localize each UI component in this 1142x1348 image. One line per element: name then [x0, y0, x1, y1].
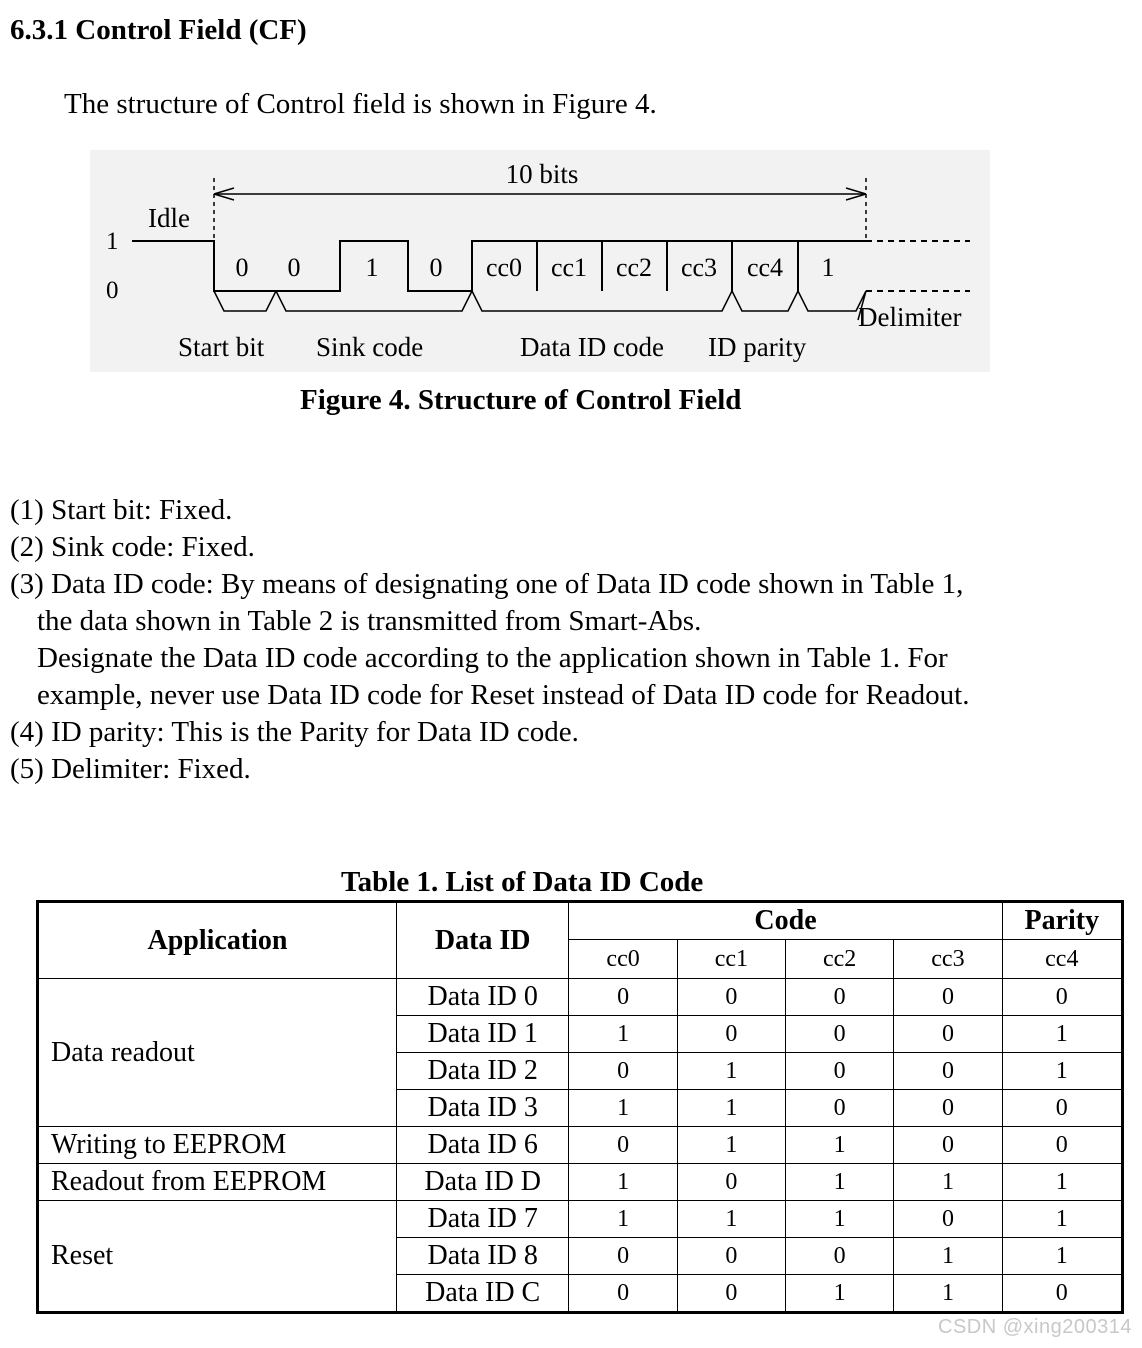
figure-caption: Figure 4. Structure of Control Field [300, 384, 742, 416]
parity-cell: 0 [1002, 1127, 1122, 1164]
level-low-label: 0 [106, 277, 119, 304]
application-cell: Reset [38, 1201, 397, 1313]
bit-2: 1 [365, 253, 379, 282]
bit-cell: 0 [677, 979, 785, 1016]
parity-cell: 0 [1002, 979, 1122, 1016]
list-item-data-id-code-cont: example, never use Data ID code for Reset instead of Data ID code for Readout. [37, 679, 970, 711]
level-high-label: 1 [106, 228, 119, 255]
header-data-id: Data ID [396, 902, 568, 979]
subheader-cc4: cc4 [1002, 940, 1122, 979]
data-id-code-label: Data ID code [520, 332, 664, 362]
width-label: 10 bits [505, 159, 579, 189]
list-item-start-bit: (1) Start bit: Fixed. [10, 494, 233, 526]
bit-cell: 1 [569, 1016, 677, 1053]
bit-cell: 1 [786, 1164, 894, 1201]
bit-cell: 1 [569, 1164, 677, 1201]
bit-cell: 1 [786, 1201, 894, 1238]
application-cell: Readout from EEPROM [38, 1164, 397, 1201]
subheader-cc0: cc0 [569, 940, 677, 979]
bit-8: cc4 [746, 253, 784, 282]
data-id-cell: Data ID 3 [396, 1090, 568, 1127]
bit-cell: 0 [786, 1238, 894, 1275]
list-item-data-id-code: (3) Data ID code: By means of designating one of Data ID code shown in Table 1, [10, 568, 964, 600]
bit-4: cc0 [485, 253, 523, 282]
parity-cell: 1 [1002, 1016, 1122, 1053]
data-id-cell: Data ID 1 [396, 1016, 568, 1053]
bit-7: cc3 [680, 253, 718, 282]
list-item-data-id-code-cont: Designate the Data ID code according to the application shown in Table 1. For [37, 642, 948, 674]
table-row [38, 1127, 1123, 1164]
watermark: CSDN @xing200314 [938, 1316, 1132, 1338]
bit-cell: 1 [677, 1201, 785, 1238]
bit-cell: 1 [894, 1275, 1002, 1313]
data-id-cell: Data ID 8 [396, 1238, 568, 1275]
list-item-sink-code: (2) Sink code: Fixed. [10, 531, 255, 563]
bit-cell: 1 [786, 1275, 894, 1313]
list-item-data-id-code-cont: the data shown in Table 2 is transmitted from Smart-Abs. [37, 605, 702, 637]
intro-text: The structure of Control field is shown in Figure 4. [64, 88, 657, 120]
bit-cell: 0 [569, 979, 677, 1016]
bit-cell: 0 [894, 1090, 1002, 1127]
bit-cell: 0 [569, 1238, 677, 1275]
bit-cell: 0 [894, 1127, 1002, 1164]
idle-label: Idle [148, 203, 190, 233]
parity-cell: 1 [1002, 1053, 1122, 1090]
data-id-cell: Data ID 7 [396, 1201, 568, 1238]
data-id-cell: Data ID D [396, 1164, 568, 1201]
header-application: Application [38, 902, 397, 979]
bit-5: cc1 [550, 253, 588, 282]
parity-cell: 1 [1002, 1201, 1122, 1238]
header-parity: Parity [1002, 902, 1122, 940]
data-id-cell: Data ID 2 [396, 1053, 568, 1090]
subheader-cc2: cc2 [786, 940, 894, 979]
bit-cell: 0 [677, 1016, 785, 1053]
list-item-delimiter: (5) Delimiter: Fixed. [10, 753, 251, 785]
bit-9: 1 [821, 253, 835, 282]
application-cell: Writing to EEPROM [38, 1127, 397, 1164]
header-code: Code [569, 902, 1002, 940]
bit-cell: 1 [677, 1053, 785, 1090]
list-item-id-parity: (4) ID parity: This is the Parity for Data ID code. [10, 716, 579, 748]
subheader-cc3: cc3 [894, 940, 1002, 979]
data-id-cell: Data ID 6 [396, 1127, 568, 1164]
start-bit-label: Start bit [178, 332, 265, 362]
bit-6: cc2 [615, 253, 653, 282]
bit-3: 0 [429, 253, 443, 282]
table-caption: Table 1. List of Data ID Code [341, 866, 704, 898]
section-heading: 6.3.1 Control Field (CF) [10, 14, 307, 46]
table-row [38, 979, 1123, 1016]
parity-cell: 0 [1002, 1090, 1122, 1127]
bit-cell: 1 [569, 1090, 677, 1127]
bit-cell: 0 [894, 1016, 1002, 1053]
data-id-cell: Data ID C [396, 1275, 568, 1313]
bit-cell: 0 [677, 1238, 785, 1275]
delimiter-label: Delimiter [858, 302, 962, 332]
bit-cell: 1 [677, 1090, 785, 1127]
bit-cell: 0 [786, 1016, 894, 1053]
bit-cell: 0 [894, 1053, 1002, 1090]
bit-cell: 0 [786, 979, 894, 1016]
table-row [38, 1201, 1123, 1238]
bit-cell: 0 [894, 979, 1002, 1016]
bit-cell: 0 [786, 1090, 894, 1127]
parity-cell: 0 [1002, 1275, 1122, 1313]
bit-cell: 1 [677, 1127, 785, 1164]
bit-1: 0 [287, 253, 301, 282]
data-id-table [36, 900, 1124, 1314]
bit-cell: 1 [569, 1201, 677, 1238]
field-description-list [10, 492, 969, 788]
bit-cell: 0 [677, 1275, 785, 1313]
bit-cell: 1 [894, 1238, 1002, 1275]
data-id-cell: Data ID 0 [396, 979, 568, 1016]
id-parity-label: ID parity [708, 332, 807, 362]
bit-0: 0 [235, 253, 249, 282]
bit-cell: 0 [569, 1053, 677, 1090]
subheader-cc1: cc1 [677, 940, 785, 979]
parity-cell: 1 [1002, 1164, 1122, 1201]
bit-cell: 0 [894, 1201, 1002, 1238]
bit-cell: 0 [677, 1164, 785, 1201]
bit-cell: 0 [569, 1275, 677, 1313]
parity-cell: 1 [1002, 1238, 1122, 1275]
control-field-diagram [90, 150, 990, 372]
sink-code-label: Sink code [316, 332, 424, 362]
bit-cell: 0 [569, 1127, 677, 1164]
application-cell: Data readout [38, 979, 397, 1127]
bit-cell: 1 [894, 1164, 1002, 1201]
bit-cell: 0 [786, 1053, 894, 1090]
bit-cell: 1 [786, 1127, 894, 1164]
table-row [38, 1164, 1123, 1201]
